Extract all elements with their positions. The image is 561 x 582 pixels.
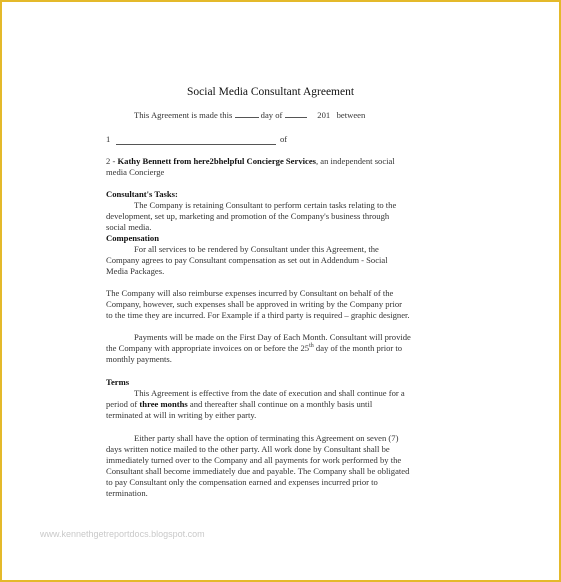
- intro-between: between: [336, 110, 366, 120]
- party2-suffix: , an independent social: [315, 156, 395, 166]
- terms-line: This Agreement is effective from the date of execution and shall continue for a: [134, 388, 405, 398]
- watermark: www.kennethgetreportdocs.blogspot.com: [40, 529, 205, 539]
- tasks-line: The Company is retaining Consultant to perform certain tasks relating to the: [134, 200, 397, 210]
- terms-heading: Terms: [106, 377, 130, 387]
- terms-bold: three months: [139, 399, 188, 409]
- payments-superscript: th: [309, 343, 314, 350]
- tasks-line: development, set up, marketing and promotion of the Company's business through: [106, 211, 390, 221]
- termination-line: termination.: [106, 488, 148, 498]
- terms-line2-suffix: and thereafter shall continue on a monthly basis until: [187, 399, 373, 409]
- terms-line2-prefix: period of: [106, 399, 140, 409]
- termination-line: Either party shall have the option of terminating this Agreement on seven (7): [134, 433, 399, 443]
- party1-number: 1: [106, 134, 111, 144]
- intro-year: 201: [317, 110, 331, 120]
- termination-line: to pay Consultant only the compensation earned and expenses incurred prior to: [106, 477, 378, 487]
- tasks-heading: Consultant's Tasks:: [106, 189, 178, 199]
- party1-of: of: [280, 134, 288, 144]
- compensation-line: Media Packages.: [106, 266, 165, 276]
- tasks-line: social media.: [106, 222, 152, 232]
- party2-line: [106, 156, 395, 167]
- payments-line2-prefix: the Company with appropriate invoices on or before the 25: [106, 343, 310, 353]
- month-blank: [285, 117, 307, 118]
- compensation-heading: Compensation: [106, 233, 160, 243]
- terms-line: [106, 399, 372, 410]
- termination-line: immediately turned over to the Company and all payments for work performed by the: [106, 455, 402, 465]
- expenses-line: Company, however, such expenses shall be approved in writing by the Company prior: [106, 299, 402, 309]
- termination-line: Consultant shall become immediately due and payable. The Company shall be obligated: [106, 466, 410, 476]
- party2-name: Kathy Bennett from here2bhelpful Concierge Services: [117, 156, 316, 166]
- party1-blank: [116, 134, 276, 145]
- party2-prefix: 2 -: [106, 156, 118, 166]
- terms-line: terminated at will in writing by either party.: [106, 410, 257, 420]
- expenses-line: to the time they are incurred. For Example if a third party is required – graphic designer.: [106, 310, 410, 320]
- compensation-line: Company agrees to pay Consultant compensation as set out in Addendum - Social: [106, 255, 388, 265]
- payments-line: Payments will be made on the First Day of Each Month. Consultant will provide: [134, 332, 411, 342]
- payments-line: monthly payments.: [106, 354, 172, 364]
- intro-prefix: This Agreement is made this: [134, 110, 233, 120]
- intro-day-of: day of: [260, 110, 283, 120]
- document-title: Social Media Consultant Agreement: [187, 86, 355, 98]
- expenses-line: The Company will also reimburse expenses incurred by Consultant on behalf of the: [106, 288, 394, 298]
- day-blank: [235, 117, 259, 118]
- termination-line: days written notice mailed to the other party. All work done by Consultant shall be: [106, 444, 390, 454]
- party2-line2: media Concierge: [106, 167, 165, 177]
- compensation-line: For all services to be rendered by Consultant under this Agreement, the: [134, 244, 379, 254]
- payments-line2-suffix: day of the month prior to: [313, 343, 403, 353]
- payments-line: [106, 343, 402, 354]
- intro-line: [134, 110, 365, 121]
